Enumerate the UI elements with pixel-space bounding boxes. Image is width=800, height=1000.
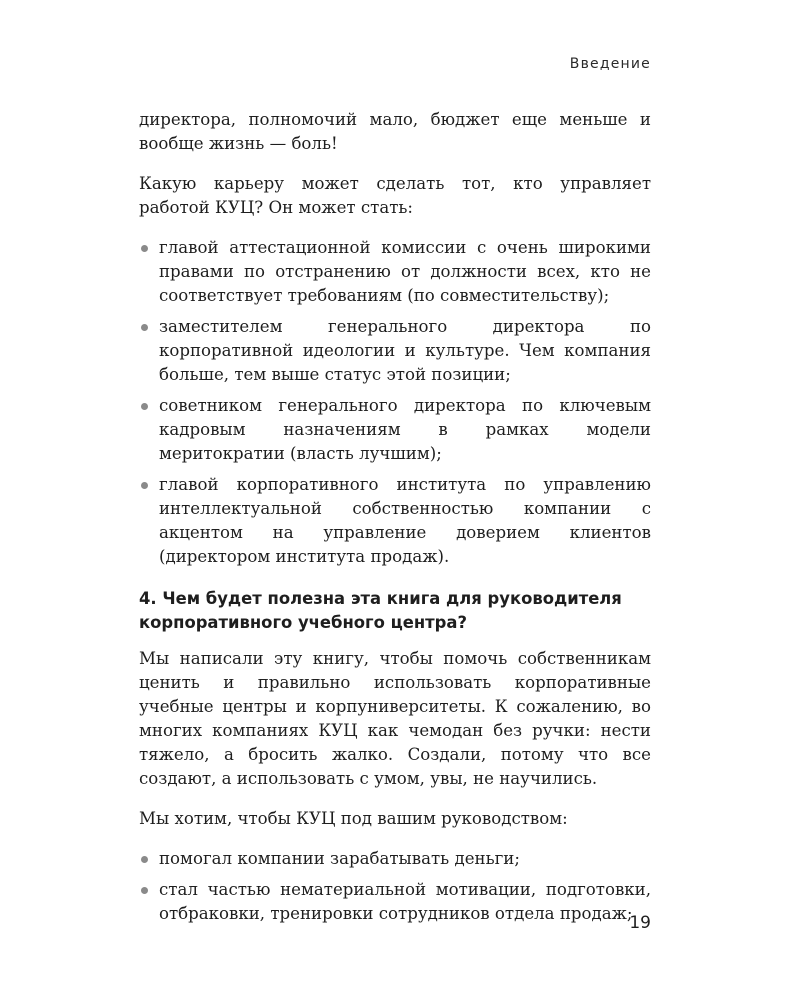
running-head: Введение [569,56,651,72]
list-item [139,236,651,308]
list-item [139,473,651,569]
bullet-icon [141,887,148,894]
list-item-text: советником генерального директора по ключевым кадровым назначениям в рамках модели меритократии (власть лучшим); [159,396,651,463]
section-heading: 4. Чем будет полезна эта книга для руководителя корпоративного учебного центра? [139,589,622,632]
career-list [139,236,651,569]
paragraph: Мы хотим, чтобы КУЦ под вашим руководством: [139,809,568,828]
bullet-icon [141,856,148,863]
list-item [139,315,651,387]
list-item-text: помогал компании зарабатывать деньги; [159,849,520,868]
list-item-text: главой корпоративного института по управлению интеллектуальной собственностью компании с акцентом на управление доверием клиентов (директором института продаж). [159,475,651,566]
paragraph: Какую карьеру может сделать тот, кто управляет работой КУЦ? Он может стать: [139,174,651,217]
list-item [139,394,651,466]
bullet-icon [141,403,148,410]
paragraph: Мы написали эту книгу, чтобы помочь собственникам ценить и правильно использовать корпоративные учебные центры и корпуниверситеты. К сожалению, во многих компаниях КУЦ как чемодан без ручки: нести тяжело, а бросить жалко. Создали, потому что все создают, а использовать с умом, увы, не научились. [139,649,651,788]
list-item [139,878,651,926]
paragraph: директора, полномочий мало, бюджет еще меньше и вообще жизнь — боль! [139,110,651,153]
goals-list [139,847,651,926]
bullet-icon [141,245,148,252]
list-item-text: главой аттестационной комиссии с очень широкими правами по отстранению от должности всех, кто не соответствует требованиям (по совместительству); [159,238,651,305]
list-item-text: стал частью нематериальной мотивации, подготовки, отбраковки, тренировки сотрудников отдела продаж; [159,880,651,923]
list-item-text: заместителем генерального директора по корпоративной идеологии и культуре. Чем компания больше, тем выше статус этой позиции; [159,317,651,384]
bullet-icon [141,482,148,489]
body-text [139,108,651,944]
page-number: 19 [629,913,651,933]
list-item [139,847,651,871]
bullet-icon [141,324,148,331]
